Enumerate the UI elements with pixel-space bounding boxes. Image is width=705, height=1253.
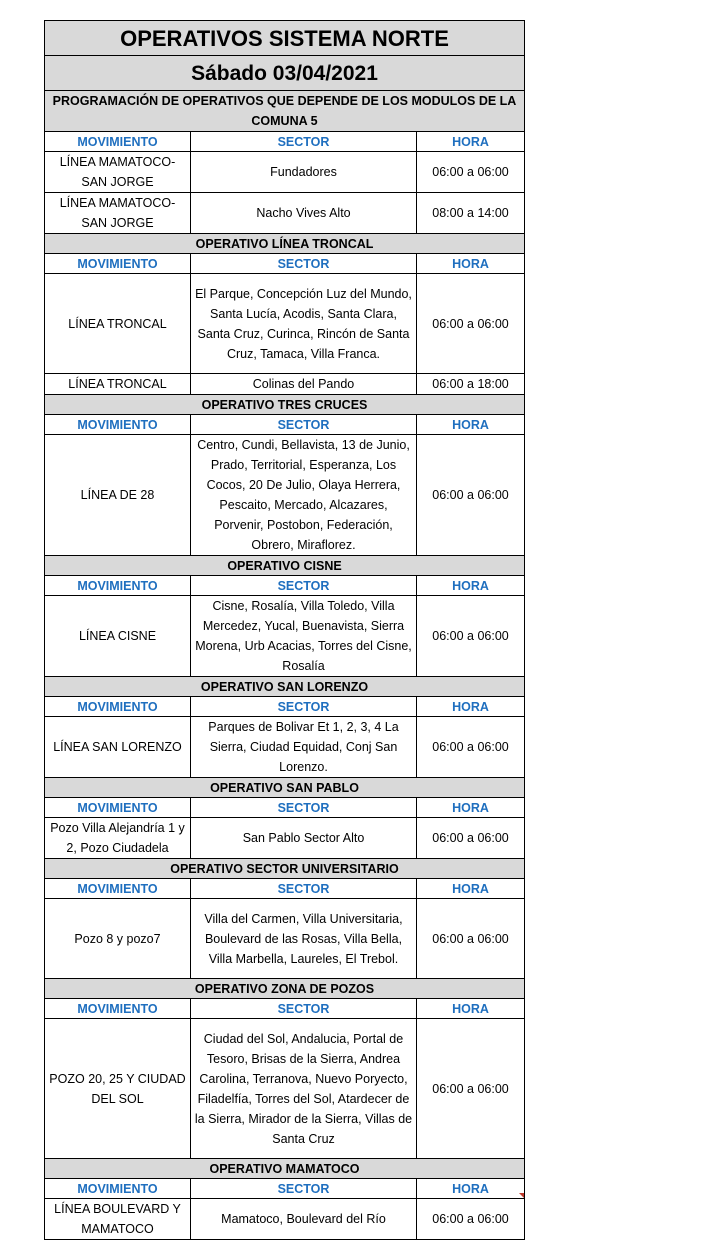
section-header: OPERATIVO TRES CRUCES: [45, 395, 525, 415]
movimiento-cell: POZO 20, 25 Y CIUDAD DEL SOL: [45, 1019, 191, 1159]
hora-cell: 06:00 a 06:00: [417, 717, 525, 778]
section-header: OPERATIVO CISNE: [45, 556, 525, 576]
column-header-sector: SECTOR: [191, 1179, 417, 1199]
table-row: [45, 1019, 525, 1159]
hora-cell: 08:00 a 14:00: [417, 193, 525, 234]
column-header-sector: SECTOR: [191, 697, 417, 717]
movimiento-cell: LÍNEA SAN LORENZO: [45, 717, 191, 778]
table-row: [45, 152, 525, 193]
comment-indicator: [519, 1193, 524, 1198]
hora-cell: 06:00 a 06:00: [417, 1019, 525, 1159]
table-row: [45, 1199, 525, 1240]
column-header-sector: SECTOR: [191, 132, 417, 152]
hora-cell: 06:00 a 06:00: [417, 435, 525, 556]
column-header-movimiento: MOVIMIENTO: [45, 697, 191, 717]
column-header-sector: SECTOR: [191, 798, 417, 818]
table-row: [45, 435, 525, 556]
column-header-hora: HORA: [417, 879, 525, 899]
hora-cell: 06:00 a 06:00: [417, 899, 525, 979]
table-row: [45, 717, 525, 778]
column-header-movimiento: MOVIMIENTO: [45, 999, 191, 1019]
column-header-hora: HORA: [417, 254, 525, 274]
column-header-sector: SECTOR: [191, 999, 417, 1019]
operativos-sheet: [44, 20, 524, 1240]
hora-cell: 06:00 a 06:00: [417, 596, 525, 677]
section-header: OPERATIVO SAN PABLO: [45, 778, 525, 798]
operativos-table: [44, 20, 525, 1240]
sheet-date: Sábado 03/04/2021: [45, 56, 525, 91]
sector-cell: Fundadores: [191, 152, 417, 193]
movimiento-cell: LÍNEA DE 28: [45, 435, 191, 556]
movimiento-cell: LÍNEA MAMATOCO-SAN JORGE: [45, 193, 191, 234]
section-header: OPERATIVO SAN LORENZO: [45, 677, 525, 697]
movimiento-cell: Pozo Villa Alejandría 1 y 2, Pozo Ciudadela: [45, 818, 191, 859]
movimiento-cell: LÍNEA MAMATOCO-SAN JORGE: [45, 152, 191, 193]
hora-cell: 06:00 a 06:00: [417, 818, 525, 859]
sector-cell: Villa del Carmen, Villa Universitaria, Boulevard de las Rosas, Villa Bella, Villa Marbella, Laureles, El Trebol.: [191, 899, 417, 979]
column-header-movimiento: MOVIMIENTO: [45, 798, 191, 818]
sector-cell: Colinas del Pando: [191, 374, 417, 395]
section-header: OPERATIVO LÍNEA TRONCAL: [45, 234, 525, 254]
movimiento-cell: LÍNEA BOULEVARD Y MAMATOCO: [45, 1199, 191, 1240]
sector-cell: Mamatoco, Boulevard del Río: [191, 1199, 417, 1240]
hora-cell: 06:00 a 06:00: [417, 152, 525, 193]
column-header-hora: [417, 1179, 525, 1199]
column-header-sector: SECTOR: [191, 576, 417, 596]
column-header-sector: SECTOR: [191, 254, 417, 274]
column-header-movimiento: MOVIMIENTO: [45, 254, 191, 274]
column-header-hora: HORA: [417, 576, 525, 596]
column-header-movimiento: MOVIMIENTO: [45, 879, 191, 899]
table-row: [45, 818, 525, 859]
section-header: OPERATIVO MAMATOCO: [45, 1159, 525, 1179]
table-row: [45, 374, 525, 395]
table-row: [45, 899, 525, 979]
column-header-hora: HORA: [417, 798, 525, 818]
column-header-hora: HORA: [417, 999, 525, 1019]
section-header: OPERATIVO ZONA DE POZOS: [45, 979, 525, 999]
hora-cell: 06:00 a 06:00: [417, 274, 525, 374]
sector-cell: San Pablo Sector Alto: [191, 818, 417, 859]
column-header-hora: HORA: [417, 697, 525, 717]
section-header: OPERATIVO SECTOR UNIVERSITARIO: [45, 859, 525, 879]
movimiento-cell: LÍNEA CISNE: [45, 596, 191, 677]
column-header-sector: SECTOR: [191, 415, 417, 435]
column-header-movimiento: MOVIMIENTO: [45, 1179, 191, 1199]
sector-cell: Cisne, Rosalía, Villa Toledo, Villa Mercedez, Yucal, Buenavista, Sierra Morena, Urb Acacias, Torres del Cisne, Rosalía: [191, 596, 417, 677]
column-header-hora: HORA: [417, 132, 525, 152]
movimiento-cell: Pozo 8 y pozo7: [45, 899, 191, 979]
column-header-movimiento: MOVIMIENTO: [45, 132, 191, 152]
sector-cell: Centro, Cundi, Bellavista, 13 de Junio, Prado, Territorial, Esperanza, Los Cocos, 20 De Julio, Olaya Herrera, Pescaito, Mercado, Alcazares, Porvenir, Postobon, Federación, Obrero, Miraflorez.: [191, 435, 417, 556]
column-header-hora: HORA: [417, 415, 525, 435]
hora-cell: 06:00 a 06:00: [417, 1199, 525, 1240]
sector-cell: Nacho Vives Alto: [191, 193, 417, 234]
movimiento-cell: LÍNEA TRONCAL: [45, 274, 191, 374]
table-row: [45, 193, 525, 234]
column-header-hora-label: HORA: [452, 1181, 489, 1196]
table-row: [45, 596, 525, 677]
sheet-title: OPERATIVOS SISTEMA NORTE: [45, 21, 525, 56]
column-header-movimiento: MOVIMIENTO: [45, 576, 191, 596]
hora-cell: 06:00 a 18:00: [417, 374, 525, 395]
programming-note: PROGRAMACIÓN DE OPERATIVOS QUE DEPENDE DE LOS MODULOS DE LA COMUNA 5: [45, 91, 525, 132]
sector-cell: Ciudad del Sol, Andalucia, Portal de Tesoro, Brisas de la Sierra, Andrea Carolina, Terranova, Nuevo Poryecto, Filadelfía, Torres del Sol, Atardecer de la Sierra, Mirador de la Sierra, Villas de Santa Cruz: [191, 1019, 417, 1159]
table-row: [45, 274, 525, 374]
sector-cell: El Parque, Concepción Luz del Mundo, Santa Lucía, Acodis, Santa Clara, Santa Cruz, Curinca, Rincón de Santa Cruz, Tamaca, Villa Franca.: [191, 274, 417, 374]
movimiento-cell: LÍNEA TRONCAL: [45, 374, 191, 395]
column-header-sector: SECTOR: [191, 879, 417, 899]
column-header-movimiento: MOVIMIENTO: [45, 415, 191, 435]
sector-cell: Parques de Bolivar Et 1, 2, 3, 4 La Sierra, Ciudad Equidad, Conj San Lorenzo.: [191, 717, 417, 778]
